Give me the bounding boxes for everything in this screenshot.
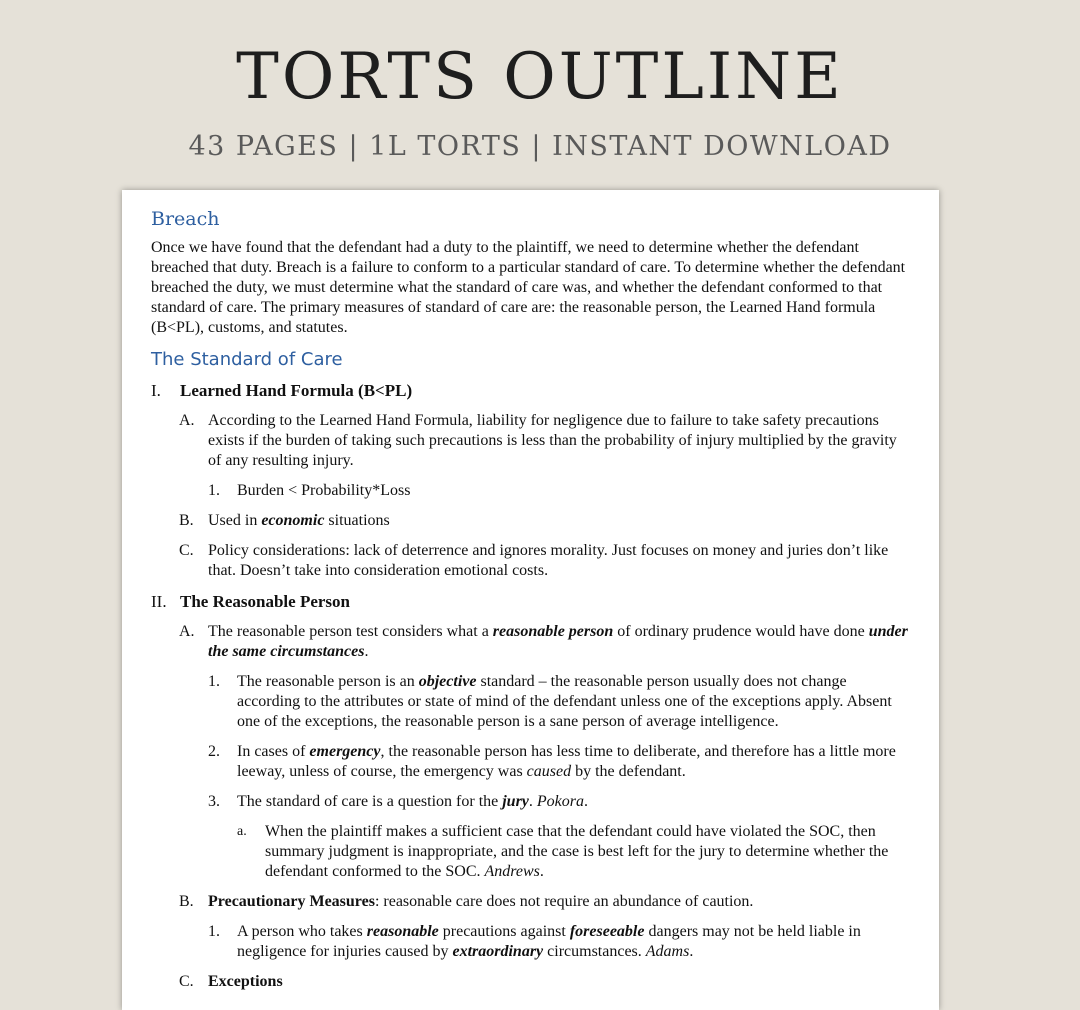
item-number: 1. xyxy=(208,923,220,940)
item-text: The standard of care is a question for the xyxy=(237,793,503,810)
outline-item xyxy=(151,822,911,882)
item-text: According to the Learned Hand Formula, liability for negligence due to failure to take safety precautions exists if the burden of taking such precautions is less than the probability of injury multiplied by the gravity of any resulting injury. xyxy=(208,412,897,469)
item-number: a. xyxy=(237,824,247,839)
italic-text: caused xyxy=(526,763,572,780)
outline-item xyxy=(151,541,911,581)
emphasis-text: reasonable xyxy=(366,923,439,940)
emphasis-text: foreseeable xyxy=(569,923,645,940)
case-citation: Andrews xyxy=(484,863,540,880)
item-number: A. xyxy=(179,412,195,429)
section-number: I. xyxy=(151,381,161,400)
item-text: standard – the reasonable person usually does not change according to the attributes or state of mind of the defendant unless one of the exceptions apply. Absent one of the exceptions, the reasonable person is a sane person of average intelligence. xyxy=(237,673,892,730)
item-text: Burden < Probability*Loss xyxy=(237,482,411,499)
item-text: circumstances. xyxy=(543,943,646,960)
emphasis-text: objective xyxy=(418,673,477,690)
outline-item xyxy=(151,511,911,531)
item-number: C. xyxy=(179,973,194,990)
item-text: , the reasonable person has less time to deliberate, and therefore has a little more leeway, unless of course, the emergency was xyxy=(237,743,896,780)
item-text: . xyxy=(584,793,589,810)
outline-item xyxy=(151,481,911,501)
item-text: . xyxy=(364,643,369,660)
item-number: 1. xyxy=(208,673,220,690)
section-i xyxy=(151,380,911,402)
item-text: : reasonable care does not require an abundance of caution. xyxy=(374,893,754,910)
banner-subtitle: 43 PAGES | 1L TORTS | INSTANT DOWNLOAD xyxy=(188,131,892,162)
outline-item xyxy=(151,972,911,992)
case-citation: Adams xyxy=(645,943,690,960)
item-text: The reasonable person is an xyxy=(237,673,419,690)
item-text: In cases of xyxy=(237,743,310,760)
item-number: A. xyxy=(179,623,195,640)
outline-item xyxy=(151,672,911,732)
heading-breach: Breach xyxy=(151,208,220,230)
outline-item xyxy=(151,922,911,962)
item-text: A person who takes xyxy=(237,923,367,940)
bold-text: Exceptions xyxy=(208,973,283,990)
outline-item xyxy=(151,742,911,782)
item-text: precautions against xyxy=(438,923,570,940)
item-text: . xyxy=(528,793,537,810)
emphasis-text: economic xyxy=(261,512,325,529)
case-citation: Pokora xyxy=(536,793,585,810)
emphasis-text: emergency xyxy=(309,743,381,760)
item-text: . xyxy=(539,863,544,880)
emphasis-text: extraordinary xyxy=(452,943,544,960)
item-text: of ordinary prudence would have done xyxy=(613,623,869,640)
outline-item xyxy=(151,792,911,812)
item-number: 2. xyxy=(208,743,220,760)
item-text: dangers may not be held liable in negligence for injuries caused by xyxy=(237,923,861,960)
section-number: II. xyxy=(151,592,167,611)
item-number: B. xyxy=(179,893,194,910)
item-text: Policy considerations: lack of deterrence and ignores morality. Just focuses on money and juries don’t like that. Doesn’t take into consideration emotional costs. xyxy=(208,542,889,579)
intro-paragraph: Once we have found that the defendant had a duty to the plaintiff, we need to determine whether the defendant breached that duty. Breach is a failure to conform to a particular standard of care. To determine whether the defendant breached the duty, we must determine what the standard of care was, and whether the defendant conformed to that standard of care. The primary measures of standard of care are: the reasonable person, the Learned Hand formula (B<PL), customs, and statutes. xyxy=(151,239,906,336)
item-number: 1. xyxy=(208,482,220,499)
emphasis-text: under the same circumstances xyxy=(208,623,908,660)
document-page xyxy=(122,190,939,1010)
item-text: When the plaintiff makes a sufficient case that the defendant could have violated the SOC, then summary judgment is inappropriate, and the case is best left for the jury to determine whether the defendant conformed to the SOC. xyxy=(265,823,889,880)
heading-standard-of-care: The Standard of Care xyxy=(151,349,343,370)
item-number: C. xyxy=(179,542,194,559)
item-number: B. xyxy=(179,512,194,529)
item-text: . xyxy=(689,943,694,960)
section-ii xyxy=(151,591,911,613)
emphasis-text: reasonable person xyxy=(492,623,614,640)
item-text: by the defendant. xyxy=(571,763,686,780)
outline-item xyxy=(151,622,911,662)
document-body xyxy=(151,206,911,1002)
outline-item xyxy=(151,411,911,471)
item-number: 3. xyxy=(208,793,220,810)
section-title: Learned Hand Formula (B<PL) xyxy=(180,381,413,400)
section-title: The Reasonable Person xyxy=(180,592,350,611)
emphasis-text: jury xyxy=(502,793,529,810)
banner-title: TORTS OUTLINE xyxy=(236,40,844,114)
item-text: Used in xyxy=(208,512,262,529)
item-text: The reasonable person test considers what a xyxy=(208,623,493,640)
bold-text: Precautionary Measures xyxy=(208,893,375,910)
item-text: situations xyxy=(324,512,390,529)
outline-item xyxy=(151,892,911,912)
